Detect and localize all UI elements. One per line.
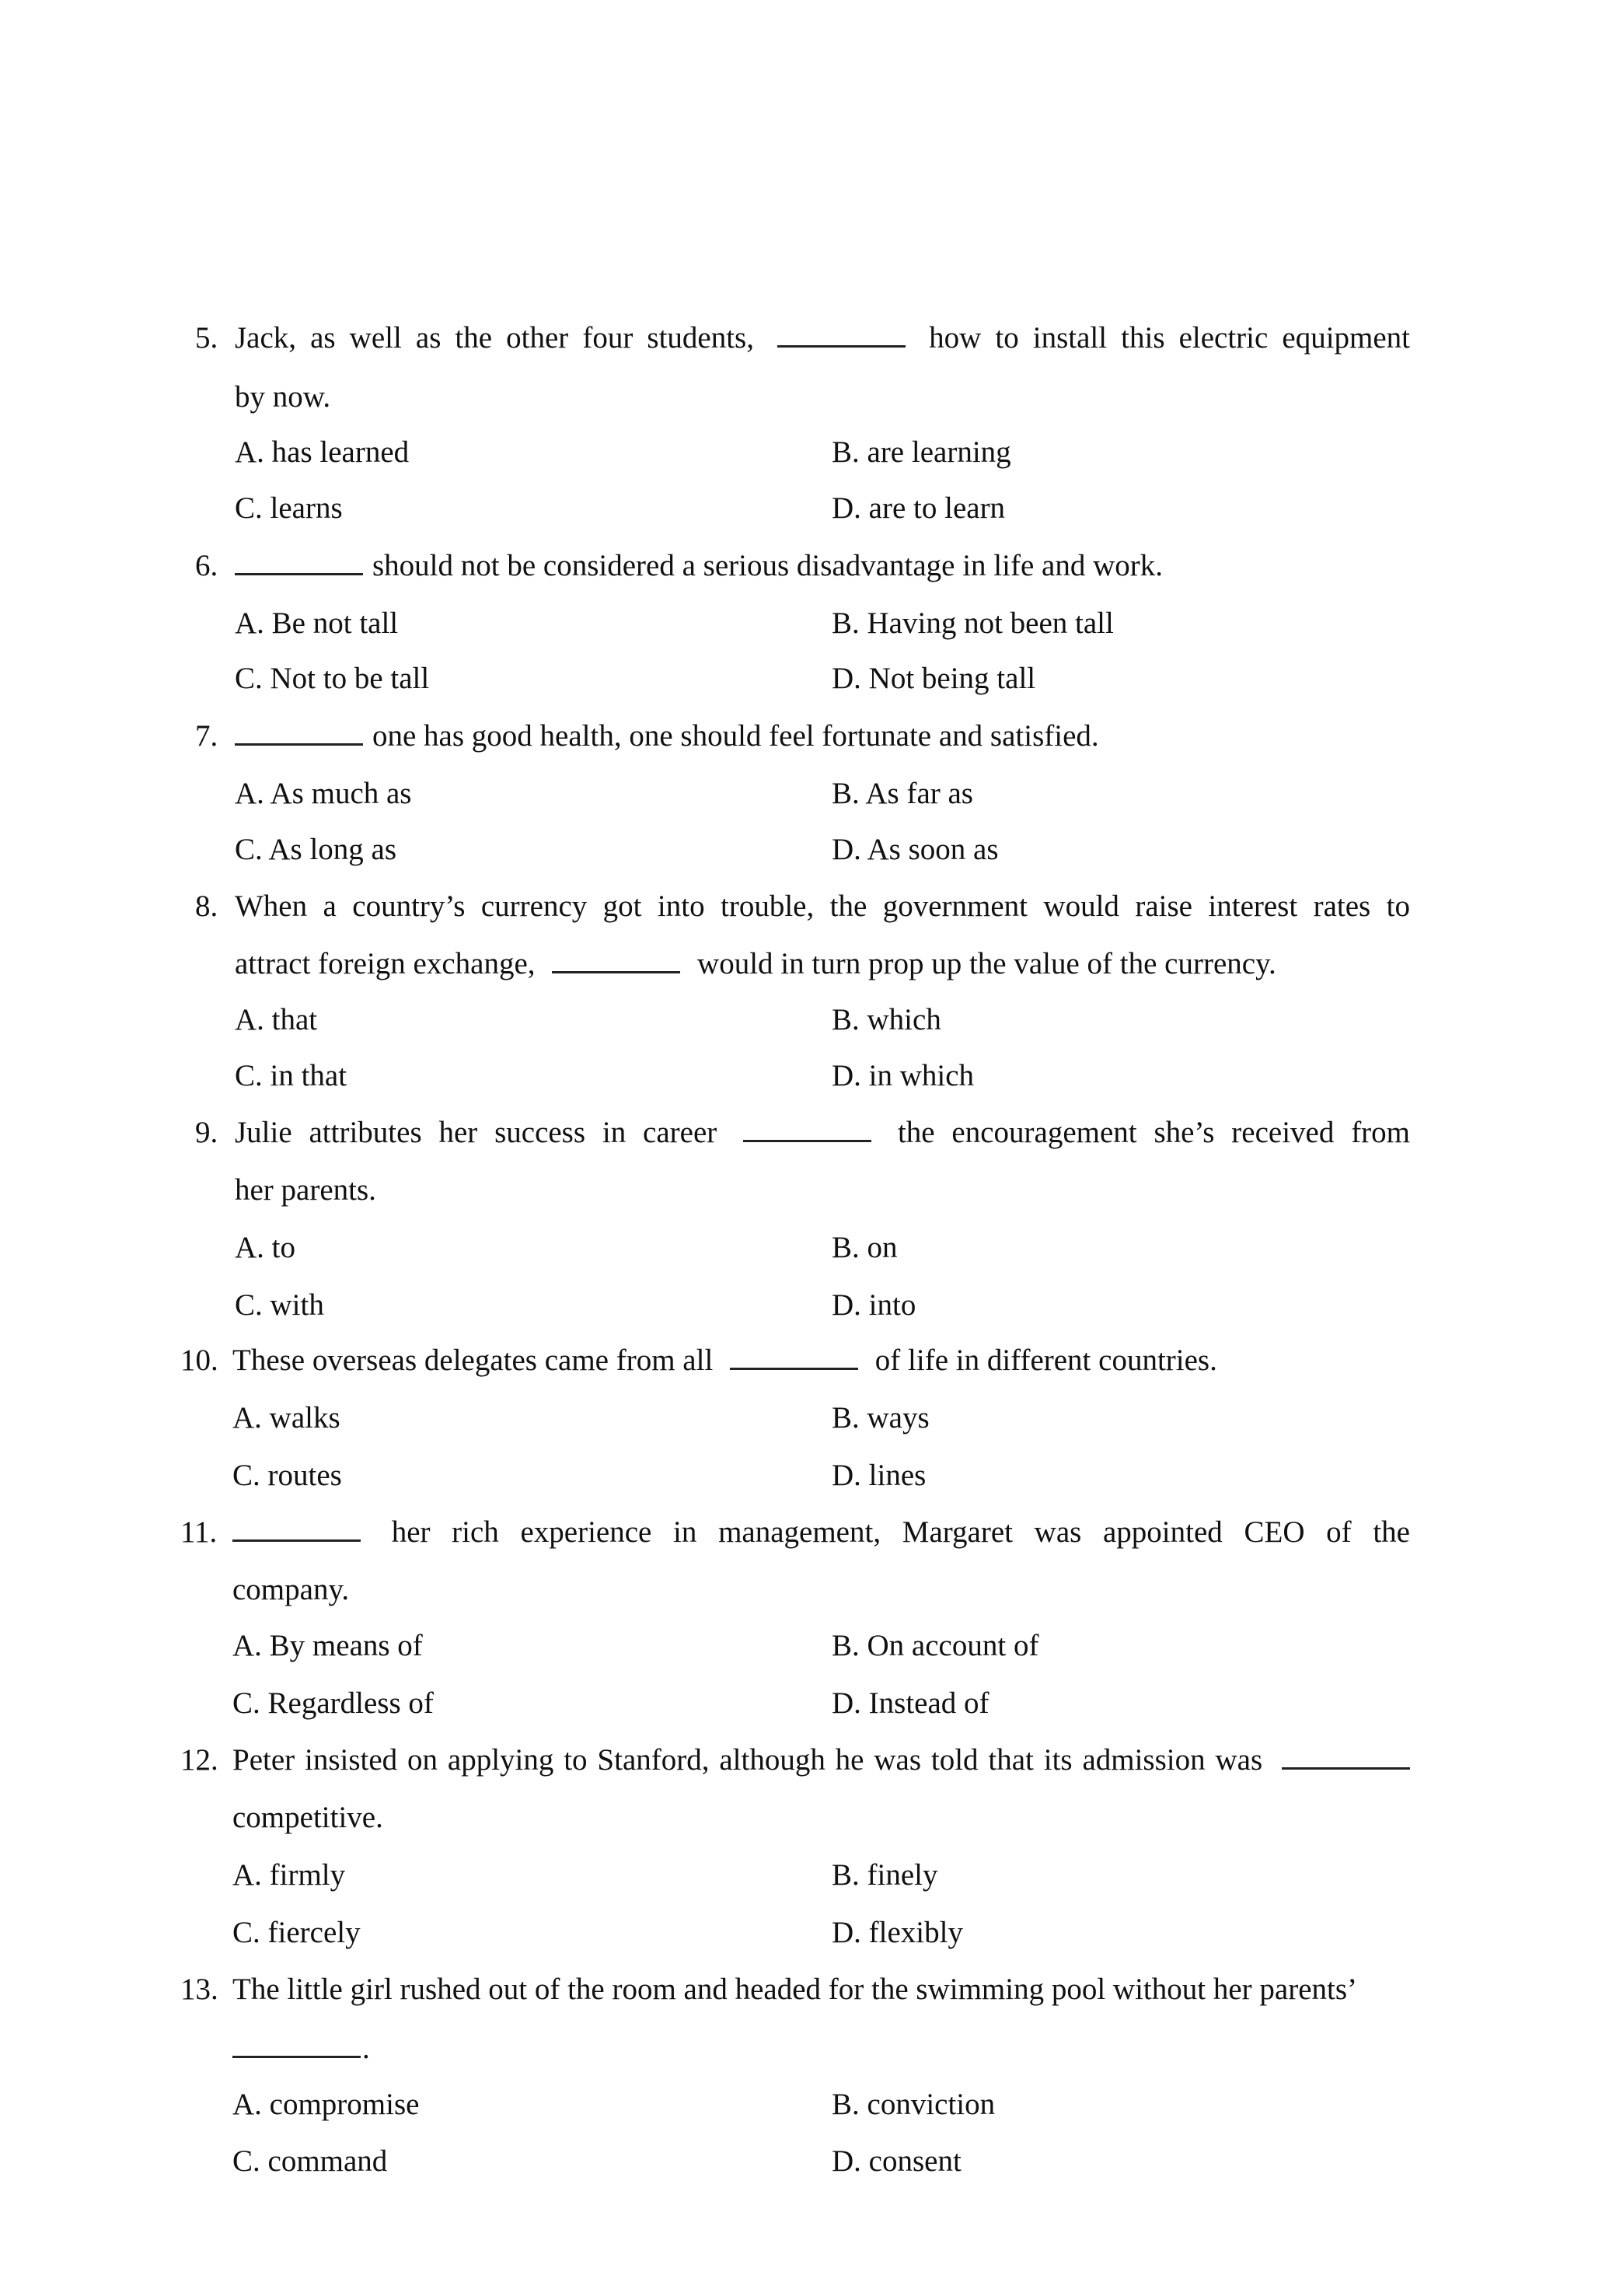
question-stem: Jack, as well as the other four students, how to install this electric equipment — [235, 321, 1411, 355]
option-a[interactable]: A. As much as — [235, 777, 412, 810]
option-d[interactable]: D. Instead of — [832, 1686, 989, 1720]
option-d[interactable]: D. Not being tall — [832, 662, 1036, 695]
option-a[interactable]: A. to — [235, 1231, 295, 1264]
option-b[interactable]: B. As far as — [832, 777, 973, 810]
question-number: 9. — [195, 1116, 218, 1149]
question-number: 11. — [180, 1515, 218, 1549]
option-b[interactable]: B. on — [832, 1231, 898, 1264]
option-a[interactable]: A. walks — [232, 1401, 340, 1435]
option-c[interactable]: C. with — [235, 1288, 324, 1322]
option-c[interactable]: C. routes — [232, 1459, 342, 1492]
option-b[interactable]: B. which — [832, 1003, 941, 1036]
question-stem-continuation: attract foreign exchange, would in turn prop up the value of the currency. — [235, 947, 1276, 980]
question-number: 5. — [195, 321, 218, 355]
option-b[interactable]: B. On account of — [832, 1629, 1039, 1662]
question-number: 6. — [195, 549, 218, 582]
option-d[interactable]: D. flexibly — [832, 1916, 963, 1949]
answer-blank — [552, 971, 680, 973]
question-stem: should not be considered a serious disadvantage in life and work. — [235, 548, 1163, 584]
answer-blank — [777, 345, 906, 348]
question-stem-continuation: competitive. — [232, 1801, 383, 1834]
question-stem: The little girl rushed out of the room and headed for the swimming pool without her parents’ — [232, 1973, 1357, 2006]
question-number: 12. — [180, 1743, 218, 1777]
option-a[interactable]: A. has learned — [235, 435, 410, 469]
option-c[interactable]: C. As long as — [235, 833, 397, 866]
question-stem: one has good health, one should feel fortunate and satisfied. — [235, 718, 1099, 754]
answer-blank — [232, 2056, 361, 2058]
option-b[interactable]: B. ways — [832, 1401, 930, 1435]
option-a[interactable]: A. firmly — [232, 1858, 346, 1892]
question-stem: When a country’s currency got into trouble, the government would raise interest rates to — [235, 889, 1410, 923]
option-d[interactable]: D. lines — [832, 1459, 927, 1492]
answer-blank — [232, 1539, 361, 1542]
question-stem: Julie attributes her success in career the encouragement she’s received from — [235, 1116, 1411, 1149]
option-c[interactable]: C. fiercely — [232, 1916, 361, 1949]
option-c[interactable]: C. Not to be tall — [235, 662, 430, 695]
option-d[interactable]: D. in which — [832, 1059, 975, 1092]
option-d[interactable]: D. are to learn — [832, 491, 1006, 525]
option-b[interactable]: B. finely — [832, 1858, 938, 1892]
answer-blank — [730, 1368, 858, 1370]
option-b[interactable]: B. Having not been tall — [832, 606, 1114, 640]
option-b[interactable]: B. conviction — [832, 2088, 996, 2121]
question-number: 10. — [180, 1344, 218, 1377]
option-a[interactable]: A. that — [235, 1003, 318, 1036]
option-d[interactable]: D. consent — [832, 2144, 962, 2178]
option-d[interactable]: D. As soon as — [832, 833, 999, 866]
question-stem: These overseas delegates came from all of life in different countries. — [232, 1344, 1217, 1377]
option-a[interactable]: A. compromise — [232, 2088, 420, 2121]
option-c[interactable]: C. in that — [235, 1059, 347, 1092]
option-d[interactable]: D. into — [832, 1288, 916, 1322]
question-stem-continuation: company. — [232, 1573, 350, 1606]
question-stem: Peter insisted on applying to Stanford, although he was told that its admission was — [232, 1742, 1410, 1778]
question-stem-continuation: . — [232, 2031, 370, 2067]
question-number: 8. — [195, 889, 218, 923]
option-c[interactable]: C. command — [232, 2144, 388, 2178]
option-a[interactable]: A. Be not tall — [235, 606, 399, 640]
option-b[interactable]: B. are learning — [832, 435, 1011, 469]
question-stem-continuation: her parents. — [235, 1173, 376, 1207]
option-c[interactable]: C. learns — [235, 491, 343, 525]
option-a[interactable]: A. By means of — [232, 1629, 423, 1662]
question-number: 13. — [180, 1973, 218, 2006]
answer-blank — [235, 573, 363, 575]
option-c[interactable]: C. Regardless of — [232, 1686, 434, 1720]
question-stem: her rich experience in management, Margaret was appointed CEO of the — [232, 1515, 1410, 1550]
answer-blank — [743, 1140, 871, 1142]
answer-blank — [1282, 1767, 1410, 1770]
question-number: 7. — [195, 719, 218, 753]
question-stem-continuation: by now. — [235, 380, 331, 414]
answer-blank — [235, 743, 363, 746]
